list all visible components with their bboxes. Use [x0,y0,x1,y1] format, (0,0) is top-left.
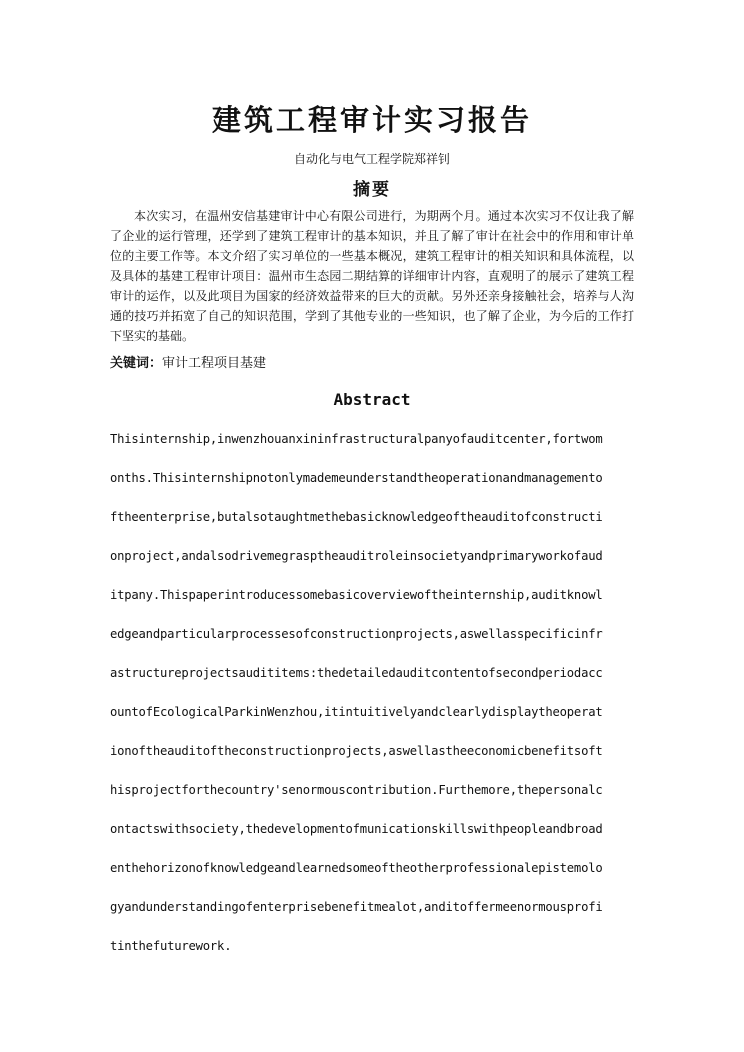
abstract-en-line: ontactswithsociety,thedevelopmentofmunicationskillswithpeopleandbroad [110,822,603,836]
keywords-value: 审计工程项目基建 [162,356,267,371]
document-title: 建筑工程审计实习报告 [211,103,532,137]
abstract-en-line: ionoftheauditoftheconstructionprojects,aswellastheeconomicbenefitsoft [110,744,603,758]
keywords-label: 关键词： [110,356,163,371]
abstract-heading-en: Abstract [333,390,411,409]
author-line: 自动化与电气工程学院郑祥钊 [293,152,450,166]
abstract-en-line: Thisinternship,inwenzhouanxininfrastructuralpanyofauditcenter,fortwom [110,432,603,446]
abstract-en-line: gyandunderstandingofenterprisebenefitmealot,anditoffermeenormousprofi [110,900,603,914]
abstract-en-line: onths.Thisinternshipnotonlymademeunderstandtheoperationandmanagemento [110,471,603,485]
abstract-en-line: astructureprojectsaudititems:thedetailedauditcontentofsecondperiodacc [110,666,603,680]
abstract-en-line: edgeandparticularprocessesofconstructionprojects,aswellasspecificinfr [110,627,603,641]
abstract-en-line: enthehorizonofknowledgeandlearnedsomeoftheotherprofessionalepistemolo [110,861,603,875]
abstract-body-zh: 本次实习，在温州安信基建审计中心有限公司进行，为期两个月。通过本次实习不仅让我了解了企业的运行管理，还学到了建筑工程审计的基本知识，并且了解了审计在社会中的作用和审计单位的主要工作等。本文介绍了实习单位的一些基本概况，建筑工程审计的相关知识和具体流程，以及具体的基建工程审计项目：温州市生态园二期结算的详细审计内容，直观明了的展示了建筑工程审计的运作，以及此项目为国家的经济效益带来的巨大的贡献。另外还亲身接触社会，培养与人沟通的技巧并拓宽了自己的知识范围，学到了其他专业的一些知识，也了解了企业，为今后的工作打下坚实的基础。 [110,209,634,343]
abstract-en-line: onproject,andalsodrivemegrasptheauditroleinsocietyandprimaryworkofaud [110,549,603,563]
abstract-en-line: ountofEcologicalParkinWenzhou,itintuitivelyandclearlydisplaytheoperat [110,705,603,719]
keywords-line [110,352,634,371]
abstract-en-line: hisprojectforthecountry'senormouscontribution.Furthemore,thepersonalc [110,783,603,797]
abstract-heading-zh: 摘要 [353,180,391,200]
abstract-en-line: tinthefuturework. [110,939,232,953]
abstract-en-line: ftheenterprise,butalsotaughtmethebasicknowledgeoftheauditofconstructi [110,510,603,524]
abstract-en-line: itpany.Thispaperintroducessomebasicoverviewoftheinternship,auditknowl [110,588,603,602]
